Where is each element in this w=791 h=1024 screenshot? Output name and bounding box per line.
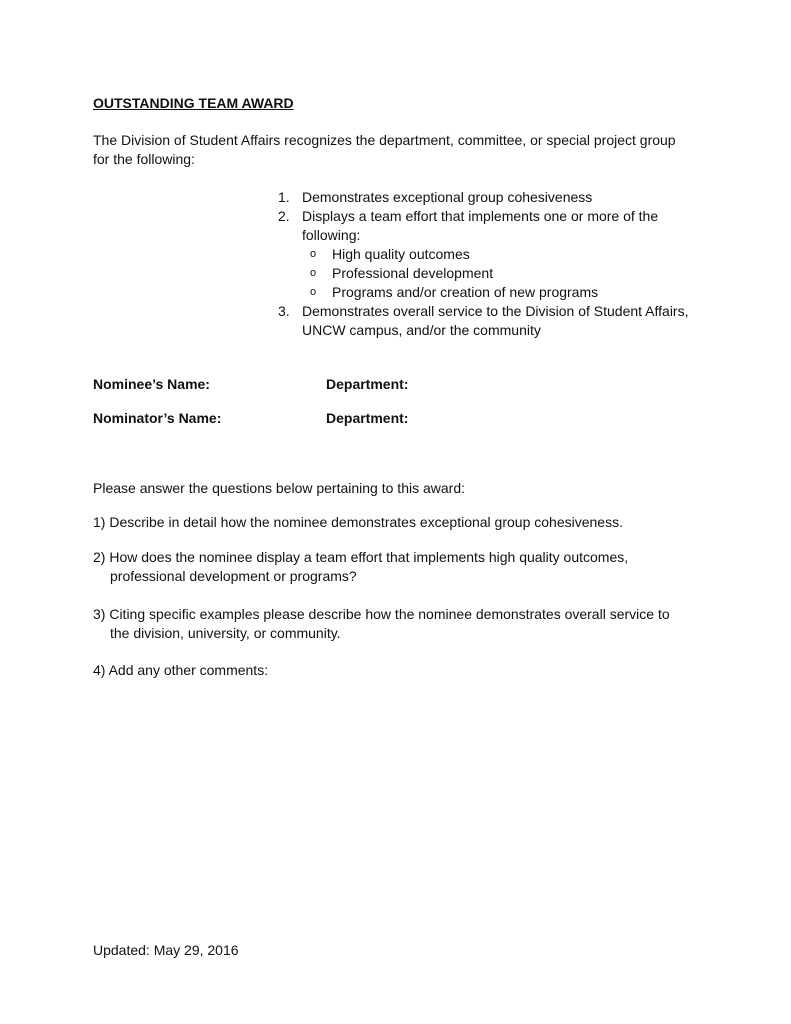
criteria-text: following: <box>302 227 361 243</box>
criteria-list <box>278 188 718 340</box>
criteria-text: UNCW campus, and/or the community <box>302 322 541 338</box>
updated-date: Updated: May 29, 2016 <box>93 942 239 958</box>
criteria-item <box>278 207 718 302</box>
nominator-name-label: Nominator’s Name: <box>93 410 222 426</box>
criteria-number: 2. <box>278 208 290 224</box>
intro-line: The Division of Student Affairs recognizes the department, committee, or special project group <box>93 132 676 148</box>
question-3 <box>93 605 703 643</box>
intro-paragraph <box>93 131 703 169</box>
question-text: 3) Citing specific examples please describe how the nominee demonstrates overall service to <box>93 606 670 622</box>
question-4 <box>93 661 703 680</box>
sub-criteria-text: Professional development <box>332 265 494 281</box>
sub-criteria-item <box>302 245 718 264</box>
nominator-department-label: Department: <box>326 410 409 426</box>
criteria-item <box>278 188 718 207</box>
criteria-text: Demonstrates exceptional group cohesiveness <box>302 189 593 205</box>
question-text: 1) Describe in detail how the nominee demonstrates exceptional group cohesiveness. <box>93 514 623 530</box>
sub-criteria-item <box>302 264 718 283</box>
nominee-department-label: Department: <box>326 376 409 392</box>
question-text: 4) Add any other comments: <box>93 662 269 678</box>
questions-intro: Please answer the questions below pertaining to this award: <box>93 480 465 496</box>
bullet-icon: o <box>310 286 317 298</box>
sub-criteria-item <box>302 283 718 302</box>
intro-line: for the following: <box>93 151 195 167</box>
sub-criteria-text: Programs and/or creation of new programs <box>332 284 599 300</box>
question-text: 2) How does the nominee display a team effort that implements high quality outcomes, <box>93 549 629 565</box>
nominee-name-label: Nominee’s Name: <box>93 376 210 392</box>
page-title: OUTSTANDING TEAM AWARD <box>93 95 294 111</box>
sub-criteria-text: High quality outcomes <box>332 246 470 262</box>
criteria-text: Demonstrates overall service to the Division of Student Affairs, <box>302 303 689 319</box>
criteria-number: 1. <box>278 189 290 205</box>
criteria-item <box>278 302 718 340</box>
criteria-number: 3. <box>278 303 290 319</box>
question-text-continued: professional development or programs? <box>110 568 357 584</box>
criteria-text: Displays a team effort that implements one or more of the <box>302 208 659 224</box>
question-1 <box>93 513 703 532</box>
question-text-continued: the division, university, or community. <box>110 625 341 641</box>
bullet-icon: o <box>310 248 317 260</box>
bullet-icon: o <box>310 267 317 279</box>
question-2 <box>93 548 703 586</box>
